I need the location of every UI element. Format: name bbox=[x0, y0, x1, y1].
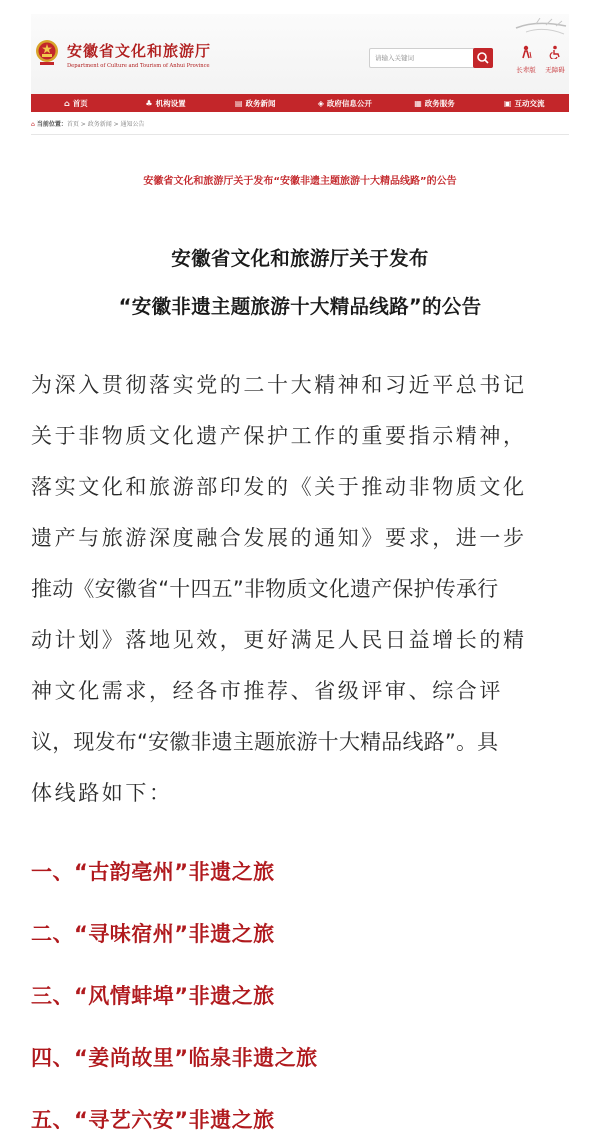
nav-label: 政务服务 bbox=[424, 98, 455, 108]
route-item: 五、“寻艺六安”非遗之旅 bbox=[31, 1108, 275, 1132]
accessibility-icon bbox=[548, 45, 562, 59]
article-title-line1: 安徽省文化和旅游厅关于发布 bbox=[171, 247, 429, 270]
web-page-title: 安徽省文化和旅游厅关于发布“安徽非遗主题旅游十大精品线路”的公告 bbox=[143, 176, 457, 187]
nav-label: 政府信息公开 bbox=[326, 98, 372, 108]
divider bbox=[31, 134, 569, 135]
body-line: 体线路如下： bbox=[31, 781, 173, 805]
breadcrumb-item[interactable]: 首页 bbox=[66, 121, 79, 128]
elder-icon bbox=[519, 45, 533, 59]
body-line: 落实文化和旅游部印发的《关于推动非物质文化 bbox=[31, 475, 527, 499]
site-title[interactable]: 安徽省文化和旅游厅 bbox=[67, 42, 212, 60]
search-button[interactable] bbox=[473, 48, 493, 68]
national-emblem-icon bbox=[35, 38, 59, 66]
breadcrumb-item[interactable]: 政务新闻 bbox=[87, 121, 112, 128]
website-screenshot bbox=[31, 14, 569, 191]
breadcrumb-item[interactable]: 通知公告 bbox=[120, 121, 145, 128]
nav-item-news[interactable] bbox=[210, 94, 300, 112]
nav-label: 机构设置 bbox=[155, 98, 186, 108]
body-line: 推动《安徽省“十四五”非物质文化遗产保护传承行 bbox=[31, 577, 499, 601]
body-line: 神文化需求，经各市推荐、省级评审、综合评 bbox=[31, 679, 503, 703]
nav-label: 政务新闻 bbox=[245, 98, 276, 108]
nav-item-org[interactable] bbox=[121, 94, 211, 112]
body-line: 动计划》落地见效，更好满足人民日益增长的精 bbox=[31, 628, 527, 652]
breadcrumb bbox=[31, 119, 569, 133]
body-line: 遗产与旅游深度融合发展的通知》要求，进一步 bbox=[31, 526, 527, 550]
route-item: 四、“姜尚故里”临泉非遗之旅 bbox=[31, 1046, 318, 1070]
elder-mode-button[interactable] bbox=[513, 44, 539, 74]
breadcrumb-label: 当前位置： bbox=[36, 121, 67, 128]
search-icon bbox=[473, 48, 493, 68]
elder-mode-label: 长辈版 bbox=[516, 66, 536, 74]
route-item: 一、“古韵亳州”非遗之旅 bbox=[31, 860, 275, 884]
search-placeholder: 请输入关键词 bbox=[375, 54, 414, 62]
breadcrumb-separator: > bbox=[78, 121, 88, 128]
body-line: 为深入贯彻落实党的二十大精神和习近平总书记 bbox=[31, 373, 527, 397]
nav-item-info[interactable] bbox=[300, 94, 390, 112]
nav-item-service[interactable] bbox=[390, 94, 480, 112]
route-item: 三、“风情蚌埠”非遗之旅 bbox=[31, 984, 275, 1008]
nav-label: 互动交流 bbox=[514, 98, 545, 108]
body-line: 关于非物质文化遗产保护工作的重要指示精神， bbox=[31, 424, 527, 448]
service-icon: ▦ bbox=[414, 98, 422, 108]
home-icon: ⌂ bbox=[63, 98, 70, 108]
nav-item-home[interactable] bbox=[31, 94, 121, 112]
article-title-line2: “安徽非遗主题旅游十大精品线路”的公告 bbox=[118, 295, 482, 318]
accessibility-label: 无障碍 bbox=[545, 66, 565, 74]
info-icon: ◈ bbox=[317, 98, 324, 108]
accessibility-button[interactable] bbox=[541, 44, 569, 74]
org-icon: ♣ bbox=[145, 98, 153, 108]
main-nav bbox=[31, 94, 569, 112]
nav-item-chat[interactable] bbox=[479, 94, 569, 112]
breadcrumb-home-icon: ⌂ bbox=[31, 121, 35, 128]
nav-label: 首页 bbox=[72, 98, 88, 108]
breadcrumb-separator: > bbox=[111, 121, 121, 128]
route-item: 二、“寻味宿州”非遗之旅 bbox=[31, 922, 275, 946]
site-subtitle: Department of Culture and Tourism of Anhui Province bbox=[67, 63, 210, 69]
chat-icon: ▣ bbox=[503, 98, 512, 108]
site-header bbox=[31, 14, 569, 94]
news-icon: ▤ bbox=[234, 98, 243, 108]
body-line: 议，现发布“安徽非遗主题旅游十大精品线路”。具 bbox=[31, 730, 499, 754]
